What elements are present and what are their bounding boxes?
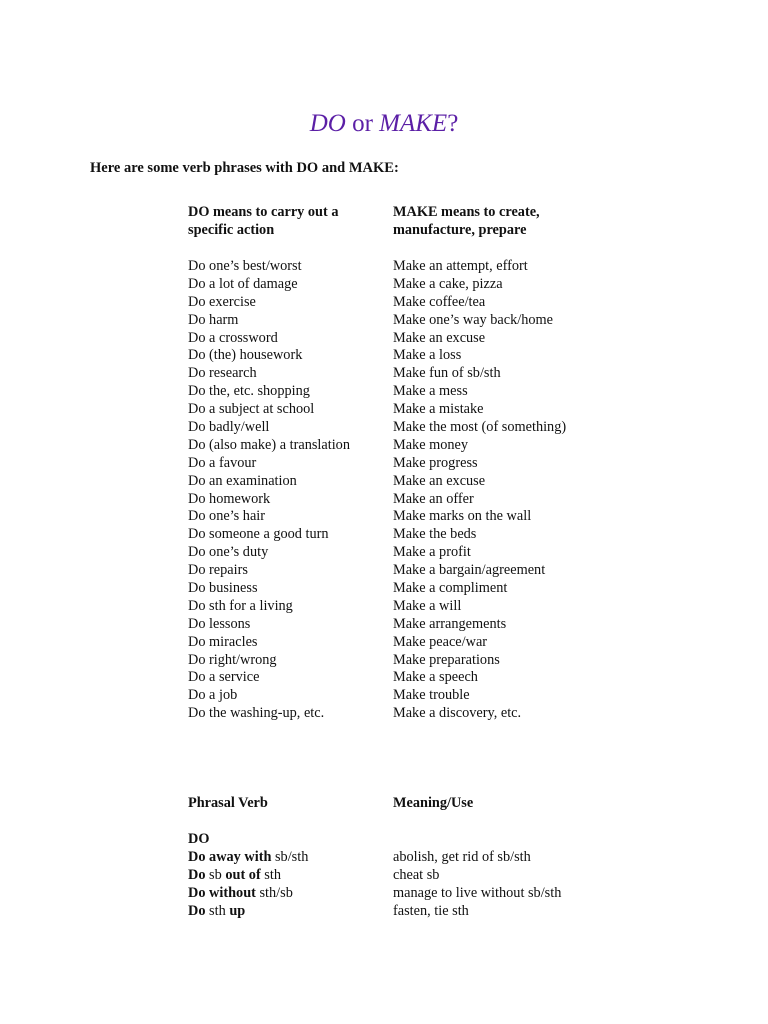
phrasal-verb-bold-part: Do without [188,884,256,901]
do-phrase-item: Do homework [188,490,271,507]
phrasal-verb-row [188,903,388,921]
do-phrase-item: Do (the) housework [188,347,303,364]
do-phrase-item: Do a job [188,687,238,704]
phrasal-verb-bold-part: Do [188,866,206,883]
make-phrase-item: Make fun of sb/sth [393,365,501,382]
make-phrase-item: Make trouble [393,687,470,704]
make-phrase-item: Make an excuse [393,329,486,346]
do-phrase-item: Do one’s hair [188,508,266,525]
make-phrase-item: Make a cake, pizza [393,275,503,292]
make-phrase-item: Make the most (of something) [393,419,567,436]
phrasal-meaning-row: cheat sb [393,866,440,883]
phrasal-meaning-row: manage to live without sb/sth [393,884,562,901]
phrasal-verb-header: Phrasal Verb [188,795,268,811]
make-header-line1: MAKE means to create, [393,204,540,220]
do-phrase-item: Do miracles [188,633,258,650]
do-header-line2: specific action [188,221,275,238]
phrasal-verb-object-part: sth [260,866,281,883]
make-phrase-item: Make a bargain/agreement [393,562,546,579]
make-phrase-item: Make money [393,436,469,453]
do-phrase-item: Do a lot of damage [188,275,298,292]
phrasal-verb-row [188,885,388,903]
do-phrase-item: Do a favour [188,454,257,471]
phrasal-section-do: DO [188,831,210,847]
make-phrase-item: Make a mess [393,383,468,400]
do-phrase-item: Do one’s duty [188,544,269,561]
make-phrase-item: Make an excuse [393,472,486,489]
do-phrase-item: Do harm [188,311,239,328]
meaning-column [393,795,653,920]
meaning-rows [393,849,653,921]
make-phrase-item: Make a loss [393,347,462,364]
do-phrase-item: Do lessons [188,615,251,632]
make-column [393,204,633,723]
make-phrase-item: Make a profit [393,544,471,561]
make-phrase-item: Make one’s way back/home [393,311,553,328]
phrasal-verb-bold-part: Do [188,902,206,919]
title-or: or [345,110,380,137]
do-phrase-item: Do right/wrong [188,651,277,668]
make-phrase-item: Make coffee/tea [393,293,486,310]
phrasal-verb-bold-part: Do away with [188,848,272,865]
title-make: MAKE [379,110,448,137]
make-phrase-item: Make an offer [393,490,474,507]
do-column [188,204,388,723]
make-phrase-item: Make a discovery, etc. [393,705,522,722]
do-phrase-item: Do a crossword [188,329,278,346]
title-do: DO [309,110,346,137]
make-phrase-item: Make a speech [393,669,478,686]
make-phrase-item: Make a mistake [393,401,484,418]
do-header-line1: DO means to carry out a [188,204,339,220]
phrasal-verb-object-part: sth/sb [255,884,293,901]
make-header-line2: manufacture, prepare [393,221,527,238]
title-question-mark: ? [447,110,459,137]
make-phrase-list [393,258,633,723]
do-phrase-list [188,258,388,723]
make-phrase-item: Make arrangements [393,615,507,632]
do-phrase-item: Do a subject at school [188,401,315,418]
do-phrase-item: Do repairs [188,562,248,579]
page-title [0,108,768,140]
phrasal-verb-row [188,867,388,885]
make-phrase-item: Make a compliment [393,580,508,597]
make-phrase-item: Make progress [393,454,478,471]
phrasal-verb-row [188,849,388,867]
do-phrase-item: Do (also make) a translation [188,436,350,453]
phrasal-verb-object-part: sth [205,902,230,919]
phrasal-verb-object-part: sb [205,866,226,883]
intro-text: Here are some verb phrases with DO and MAKE: [90,160,399,176]
do-phrase-item: Do the, etc. shopping [188,383,310,400]
do-phrase-item: Do a service [188,669,260,686]
do-phrase-item: Do an examination [188,472,297,489]
phrasal-verb-rows [188,849,388,921]
make-column-header [393,204,633,258]
make-phrase-item: Make an attempt, effort [393,258,528,274]
meaning-spacer [393,831,653,849]
phrasal-meaning-row: abolish, get rid of sb/sth [393,848,531,865]
phrasal-verb-bold-part: out of [225,866,261,883]
do-phrase-item: Do one’s best/worst [188,258,302,274]
do-phrase-item: Do someone a good turn [188,526,329,543]
do-phrase-item: Do sth for a living [188,597,293,614]
do-phrase-item: Do research [188,365,257,382]
do-phrase-item: Do badly/well [188,419,270,436]
phrasal-verb-column [188,795,388,920]
make-phrase-item: Make marks on the wall [393,508,532,525]
make-phrase-item: Make peace/war [393,633,488,650]
do-phrase-item: Do exercise [188,293,256,310]
phrasal-meaning-row: fasten, tie sth [393,902,469,919]
make-phrase-item: Make preparations [393,651,500,668]
meaning-header: Meaning/Use [393,795,474,811]
make-phrase-item: Make the beds [393,526,477,543]
do-phrase-item: Do business [188,580,258,597]
do-column-header [188,204,388,258]
phrasal-verb-bold-part: up [229,902,246,919]
phrasal-verb-object-part: sb/sth [271,848,309,865]
make-phrase-item: Make a will [393,597,462,614]
do-phrase-item: Do the washing-up, etc. [188,705,325,722]
